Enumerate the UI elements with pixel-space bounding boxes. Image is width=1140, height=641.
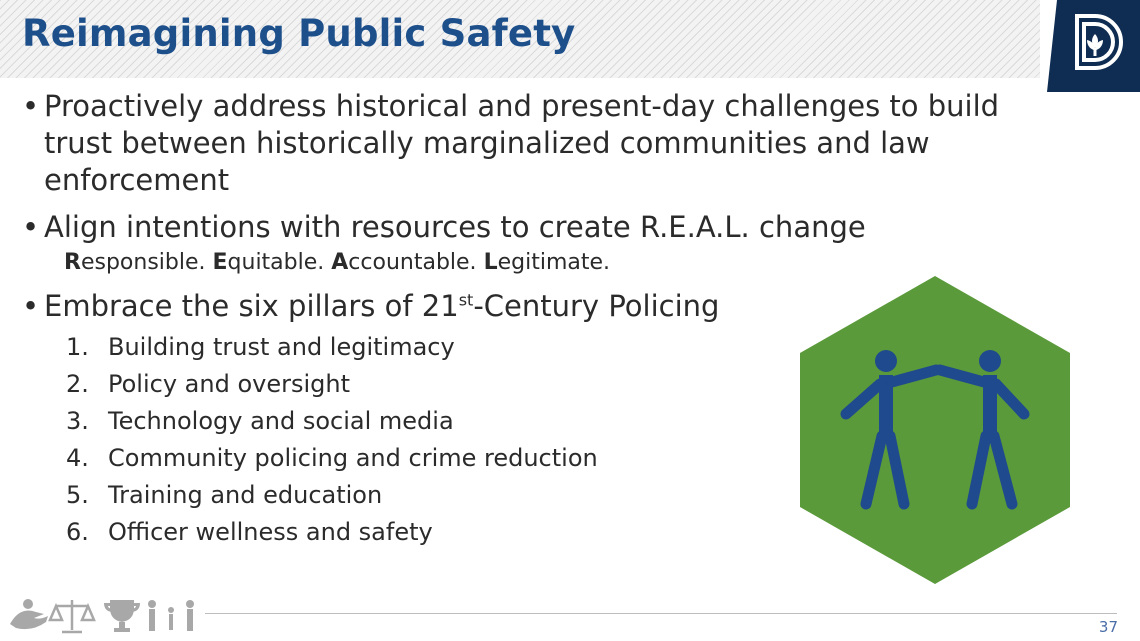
footer-divider (205, 613, 1117, 614)
list-text: Building trust and legitimacy (108, 333, 455, 361)
list-number: 1. (66, 333, 89, 361)
real-responsible: esponsible. (80, 250, 206, 275)
people-reaching-icon (800, 276, 1070, 584)
bullet-embrace-tail: -Century Policing (473, 289, 720, 323)
list-text: Officer wellness and safety (108, 518, 433, 546)
list-number: 4. (66, 444, 89, 472)
list-text: Policy and oversight (108, 370, 350, 398)
real-e: E (212, 250, 228, 275)
list-number: 6. (66, 518, 89, 546)
bullet-align: • Align intentions with resources to create R.E.A.L. change (22, 209, 1002, 246)
real-l: L (483, 250, 498, 275)
scales-icon (50, 600, 94, 632)
slide-title: Reimagining Public Safety (22, 12, 576, 55)
real-r: R (64, 250, 81, 275)
page-number: 37 (1098, 618, 1118, 636)
family-icon (148, 600, 194, 631)
hand-icon (10, 599, 48, 629)
real-accountable: ccountable. (348, 250, 477, 275)
real-legitimate: egitimate. (497, 250, 611, 275)
list-number: 2. (66, 370, 89, 398)
list-number: 5. (66, 481, 89, 509)
superscript-st: st (458, 290, 474, 310)
trophy-icon (104, 600, 140, 632)
real-acronym (64, 248, 1002, 278)
list-number: 3. (66, 407, 89, 435)
denver-logo-icon (1043, 0, 1140, 92)
real-a: A (331, 250, 349, 275)
list-text: Community policing and crime reduction (108, 444, 598, 472)
list-text: Technology and social media (108, 407, 454, 435)
bullet-embrace-text: Embrace the six pillars of 21 (44, 289, 459, 323)
real-equitable: quitable. (227, 250, 325, 275)
bullet-proactively: • Proactively address historical and present-day challenges to build trust between historically marginalized communities and law enforcement (22, 88, 1004, 199)
list-text: Training and education (108, 481, 383, 509)
footer-icons (6, 594, 206, 636)
